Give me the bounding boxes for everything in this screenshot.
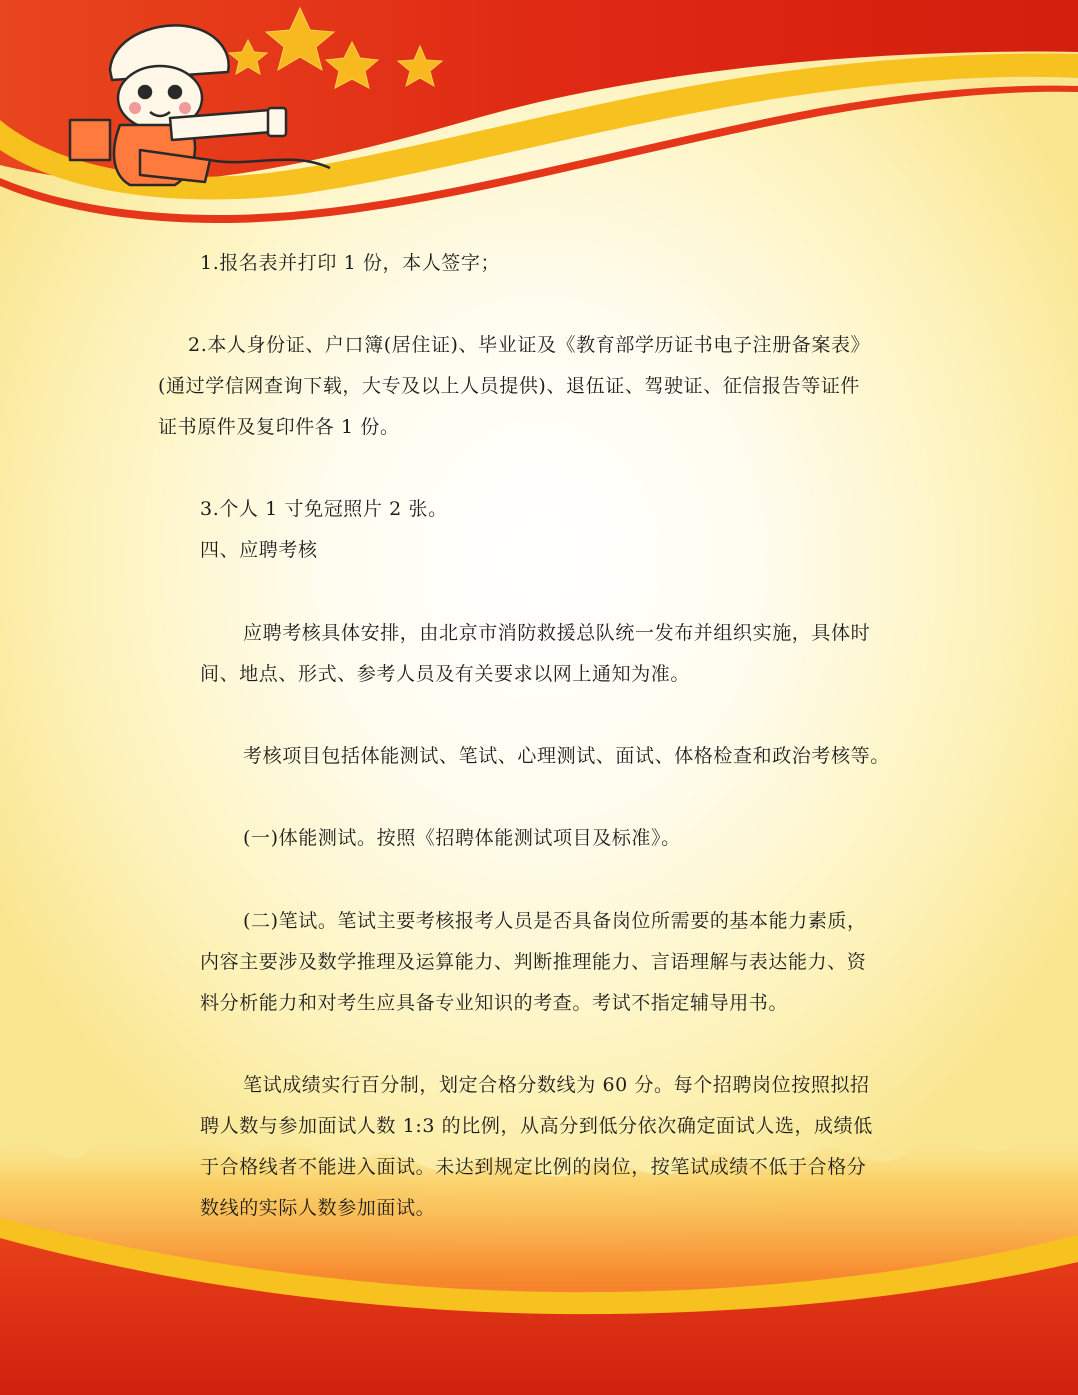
physical-test-text: (一)体能测试。按照《招聘体能测试项目及标准》。 xyxy=(243,827,681,849)
item-1-text: 1.报名表并打印 1 份，本人签字； xyxy=(200,252,501,274)
written-test-line-3: 料分析能力和对考生应具备专业知识的考查。考试不指定辅导用书。 xyxy=(200,992,789,1014)
item-2-line-3: 证书原件及复印件各 1 份。 xyxy=(158,416,400,438)
item-3-text: 3.个人 1 寸免冠照片 2 张。 xyxy=(200,498,448,520)
arrangement-line-2: 间、地点、形式、参考人员及有关要求以网上通知为准。 xyxy=(200,663,691,685)
exam-items-text: 考核项目包括体能测试、笔试、心理测试、面试、体格检查和政治考核等。 xyxy=(243,745,890,767)
score-line-2: 聘人数与参加面试人数 1:3 的比例，从高分到低分依次确定面试人选，成绩低 xyxy=(200,1115,873,1137)
written-test-line-2: 内容主要涉及数学推理及运算能力、判断推理能力、言语理解与表达能力、资 xyxy=(200,951,867,973)
score-line-1: 笔试成绩实行百分制，划定合格分数线为 60 分。每个招聘岗位按照拟招 xyxy=(243,1074,870,1096)
section-4-heading: 四、应聘考核 xyxy=(200,539,318,561)
item-2-line-1: 2.本人身份证、户口簿(居住证)、毕业证及《教育部学历证书电子注册备案表》 xyxy=(188,334,871,356)
arrangement-line-1: 应聘考核具体安排，由北京市消防救援总队统一发布并组织实施，具体时 xyxy=(243,622,871,644)
item-2-line-2: (通过学信网查询下载，大专及以上人员提供)、退伍证、驾驶证、征信报告等证件 xyxy=(158,375,861,397)
score-line-3: 于合格线者不能进入面试。未达到规定比例的岗位，按笔试成绩不低于合格分 xyxy=(200,1156,867,1178)
score-line-4: 数线的实际人数参加面试。 xyxy=(200,1197,436,1219)
written-test-line-1: (二)笔试。笔试主要考核报考人员是否具备岗位所需要的基本能力素质， xyxy=(243,910,867,932)
